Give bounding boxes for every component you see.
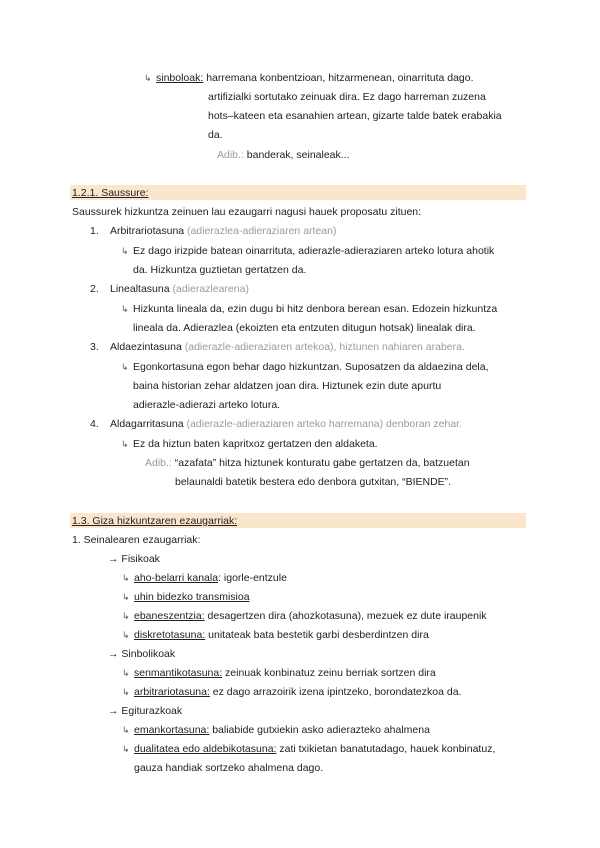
section-heading-saussure: 1.2.1. Saussure: <box>72 187 149 199</box>
term: emankortasuna: <box>134 724 210 736</box>
term: sinboloak: <box>156 72 204 84</box>
sinboloak-item <box>144 71 474 85</box>
paragraph-line: da. <box>208 129 223 141</box>
list-item-line: lineala da. Adierazlea (ekoizten eta entzuten ditugun hotsak) linealak dira. <box>133 322 476 334</box>
list-item-number: 1. <box>90 225 99 237</box>
example-label: Adib.: <box>145 457 172 469</box>
list-item-title <box>110 224 336 238</box>
line-text: Egonkortasuna egon behar dago hizkuntzan. Suposatzen da aldaezina dela, <box>133 361 489 373</box>
paragraph-line: hots–kateen eta esanahien artean, gizarte talde batek erabakia <box>208 110 502 122</box>
term: diskretotasuna: <box>134 629 206 641</box>
line-text: Hizkunta lineala da, ezin dugu bi hitz denbora berean esan. Edozein hizkuntza <box>133 303 498 315</box>
arrow-right-icon: → <box>108 553 119 565</box>
subheading: 1. Seinalearen ezaugarriak: <box>72 534 201 546</box>
definition: harremana konbentzioan, hitzarmenean, oinarrituta dago. <box>203 72 474 84</box>
item-note: (adierazlea-adieraziaren artean) <box>184 225 337 237</box>
list-item-line: adierazle-adierazi arteko lotura. <box>133 399 281 411</box>
list-item <box>122 590 250 604</box>
definition: unitateak bata bestetik garbi desberdintzen dira <box>205 629 429 641</box>
item-title: Aldaezintasuna <box>110 341 182 353</box>
term: dualitatea edo aldebikotasuna: <box>134 743 277 755</box>
group-title: Egiturazkoak <box>121 705 183 717</box>
group-title-fisikoak <box>108 552 160 566</box>
line-text: Ez dago irizpide batean oinarrituta, adierazle-adieraziaren arteko lotura ahotik <box>133 245 495 257</box>
item-title: Aldagarritasuna <box>110 418 184 430</box>
item-title: Arbitrariotasuna <box>110 225 185 237</box>
list-item-number: 3. <box>90 341 99 353</box>
hook-arrow-icon: ↳ <box>121 362 129 372</box>
paragraph-line: artifizialki sortutako zeinuak dira. Ez dago harreman zuzena <box>208 91 486 103</box>
item-note: (adierazlearena) <box>169 283 249 295</box>
group-title-egiturazkoak <box>108 704 182 718</box>
hook-arrow-icon: ↳ <box>122 630 130 640</box>
list-item-line <box>121 244 494 258</box>
term: ebaneszentzia: <box>134 610 205 622</box>
term: arbitrariotasuna: <box>134 686 210 698</box>
definition: zeinuak konbinatuz zeinu berriak sortzen dira <box>222 667 436 679</box>
definition: zati txikietan banatutadago, hauek konbinatuz, <box>276 743 496 755</box>
hook-arrow-icon: ↳ <box>122 592 130 602</box>
list-item-line <box>121 437 378 451</box>
example-line <box>145 456 470 470</box>
definition: ez dago arrazoirik izena ipintzeko, borondatezkoa da. <box>209 686 462 698</box>
list-item-line: da. Hizkuntza guztietan gertatzen da. <box>133 264 307 276</box>
line-text: Ez da hiztun baten kapritxoz gertatzen den aldaketa. <box>133 438 378 450</box>
hook-arrow-icon: ↳ <box>121 439 129 449</box>
definition: : igorle-entzule <box>218 572 287 584</box>
section-intro: Saussurek hizkuntza zeinuen lau ezaugarri nagusi hauek proposatu zituen: <box>72 206 422 218</box>
list-item-title <box>110 417 462 431</box>
list-item <box>122 628 429 642</box>
arrow-right-icon: → <box>108 648 119 660</box>
list-item-continuation: gauza handiak sortzeko ahalmena dago. <box>134 762 324 774</box>
definition: baliabide gutxiekin asko adierazteko ahalmena <box>209 724 430 736</box>
group-title: Fisikoak <box>121 553 160 565</box>
list-item <box>122 666 436 680</box>
term: uhin bidezko transmisioa <box>134 591 250 603</box>
term: senmantikotasuna: <box>134 667 223 679</box>
hook-arrow-icon: ↳ <box>122 668 130 678</box>
example-label: Adib.: <box>217 149 244 161</box>
item-note: (adierazle-adieraziaren artekoa), hiztunen nahiaren arabera. <box>181 341 465 353</box>
example-line: belaunaldi batetik bestera edo denbora gutxitan, “BIENDE”. <box>175 476 452 488</box>
example-line <box>217 148 350 162</box>
list-item-line: baina historian zehar aldatzen joan dira. Hiztunek ezin dute apurtu <box>133 380 442 392</box>
hook-arrow-icon: ↳ <box>122 573 130 583</box>
list-item <box>122 571 287 585</box>
list-item-line <box>121 302 497 316</box>
list-item-number: 2. <box>90 283 99 295</box>
list-item <box>122 723 430 737</box>
list-item-title <box>110 282 249 296</box>
arrow-right-icon: → <box>108 705 119 717</box>
item-note: (adierazle-adieraziaren arteko harremana) denboran zehar. <box>183 418 462 430</box>
example-text: banderak, seinaleak... <box>243 149 350 161</box>
hook-arrow-icon: ↳ <box>121 304 129 314</box>
list-item <box>122 685 461 699</box>
term: aho-belarri kanala <box>134 572 219 584</box>
group-title: Sinbolikoak <box>121 648 176 660</box>
list-item-line <box>121 360 489 374</box>
list-item-title <box>110 340 465 354</box>
section-heading-giza: 1.3. Giza hizkuntzaren ezaugarriak: <box>72 515 238 527</box>
hook-arrow-icon: ↳ <box>121 246 129 256</box>
hook-arrow-icon: ↳ <box>122 725 130 735</box>
list-item <box>122 609 487 623</box>
definition: desagertzen dira (ahozkotasuna), mezuek ez dute iraupenik <box>204 610 487 622</box>
hook-arrow-icon: ↳ <box>144 73 152 83</box>
list-item-number: 4. <box>90 418 99 430</box>
item-title: Linealtasuna <box>110 283 170 295</box>
group-title-sinbolikoak <box>108 647 175 661</box>
hook-arrow-icon: ↳ <box>122 687 130 697</box>
hook-arrow-icon: ↳ <box>122 744 130 754</box>
list-item <box>122 742 495 756</box>
hook-arrow-icon: ↳ <box>122 611 130 621</box>
example-text: “azafata” hitza hiztunek konturatu gabe gertatzen da, batzuetan <box>171 457 470 469</box>
